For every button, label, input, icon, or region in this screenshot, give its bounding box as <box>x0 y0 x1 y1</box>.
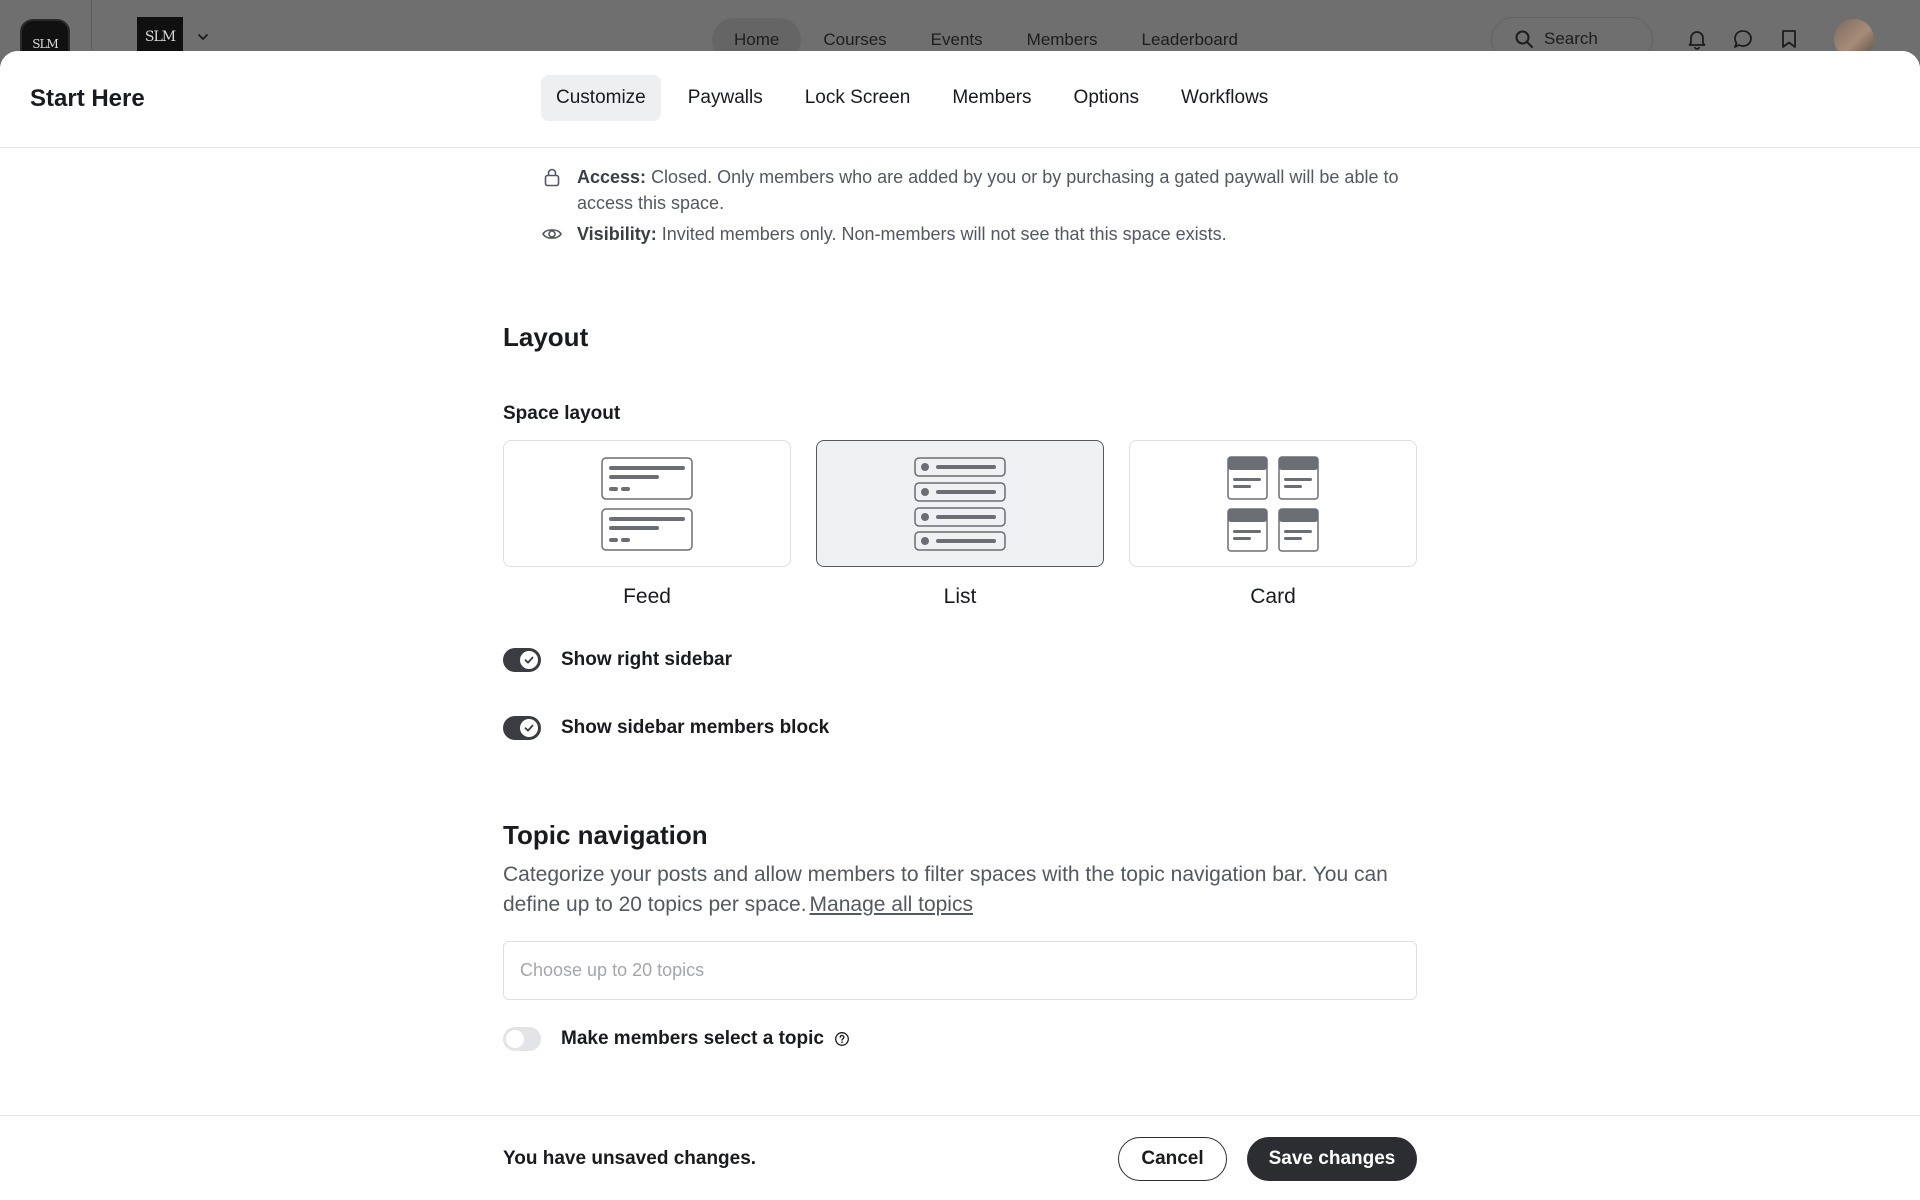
make-members-select-topic-toggle[interactable] <box>503 1027 541 1051</box>
make-members-select-topic-label <box>561 1028 850 1050</box>
search-label: Search <box>1544 29 1598 48</box>
nav-item-events: Events <box>930 30 983 49</box>
visibility-label: Visibility: <box>577 224 657 244</box>
show-sidebar-members-block-label: Show sidebar members block <box>561 717 830 738</box>
help-icon[interactable] <box>834 1031 850 1047</box>
topic-navigation-description <box>503 860 1417 920</box>
lock-icon <box>541 166 563 188</box>
unsaved-changes-message: You have unsaved changes. <box>503 1148 757 1169</box>
access-description: Closed. Only members who are added by you or by purchasing a gated paywall will be able to access this space. <box>577 167 1399 213</box>
chat-icon <box>1732 28 1754 50</box>
layout-heading: Layout <box>503 322 589 352</box>
space-layout-label: Space layout <box>503 403 621 424</box>
close-icon[interactable] <box>1866 61 1888 83</box>
bookmark-icon <box>1778 28 1800 50</box>
feed-layout-icon <box>601 457 693 551</box>
save-changes-button[interactable]: Save changes <box>1247 1137 1417 1181</box>
nav-item-leaderboard: Leaderboard <box>1141 30 1238 49</box>
modal-title: Start Here <box>30 85 145 112</box>
nav-item-courses: Courses <box>823 30 887 49</box>
tab-paywalls[interactable]: Paywalls <box>687 87 763 108</box>
bell-icon <box>1686 28 1708 50</box>
list-layout-icon <box>914 457 1006 551</box>
space-settings-modal <box>0 51 1920 1200</box>
toggle-knob <box>520 719 538 737</box>
tab-options[interactable]: Options <box>1073 87 1140 108</box>
chevron-down-icon <box>196 30 210 44</box>
community-logo: SLM <box>20 19 70 69</box>
nav-item-home: Home <box>712 18 801 62</box>
unsaved-changes-bar <box>0 1115 1920 1200</box>
layout-option-list-label: List <box>943 585 977 608</box>
require-topic-row <box>503 1027 850 1051</box>
visibility-text <box>577 221 1227 247</box>
check-icon <box>523 722 535 734</box>
visibility-description: Invited members only. Non-members will not see that this space exists. <box>661 224 1227 244</box>
layout-option-feed[interactable] <box>503 440 791 567</box>
access-label: Access: <box>577 167 647 187</box>
show-right-sidebar-toggle[interactable] <box>503 648 541 672</box>
toggle-knob <box>520 651 538 669</box>
access-info <box>541 164 1417 216</box>
layout-option-list[interactable] <box>816 440 1104 567</box>
tab-members[interactable]: Members <box>952 87 1032 108</box>
layout-option-feed-label: Feed <box>623 585 671 608</box>
show-sidebar-members-block-toggle[interactable] <box>503 716 541 740</box>
tab-lock-screen[interactable]: Lock Screen <box>804 87 911 108</box>
visibility-info <box>541 221 1417 247</box>
layout-option-card[interactable] <box>1129 440 1417 567</box>
topic-navigation-heading: Topic navigation <box>503 820 708 850</box>
brand-logo: SLM <box>137 17 183 57</box>
eye-icon <box>541 223 563 245</box>
manage-all-topics-link[interactable]: Manage all topics <box>809 893 973 916</box>
nav-item-members: Members <box>1026 30 1098 49</box>
nav-divider <box>91 0 92 50</box>
show-members-block-row <box>503 716 829 740</box>
show-right-sidebar-label: Show right sidebar <box>561 649 733 670</box>
settings-tabs <box>541 75 1283 121</box>
layout-option-card-label: Card <box>1250 585 1296 608</box>
require-topic-text: Make members select a topic <box>561 1028 824 1049</box>
cancel-button[interactable]: Cancel <box>1118 1137 1227 1181</box>
card-layout-icon <box>1227 456 1319 552</box>
access-text <box>577 164 1417 216</box>
topic-description-text: Categorize your posts and allow members to filter spaces with the topic navigation bar. You can define up to 20 topics per space. <box>503 863 1388 916</box>
search-icon <box>1514 29 1534 49</box>
tab-workflows[interactable]: Workflows <box>1181 87 1269 108</box>
tab-customize[interactable]: Customize <box>541 75 661 121</box>
topics-select-input[interactable] <box>503 941 1417 1000</box>
show-right-sidebar-row <box>503 648 732 672</box>
check-icon <box>523 654 535 666</box>
modal-header <box>0 51 1920 148</box>
toggle-knob <box>506 1030 524 1048</box>
